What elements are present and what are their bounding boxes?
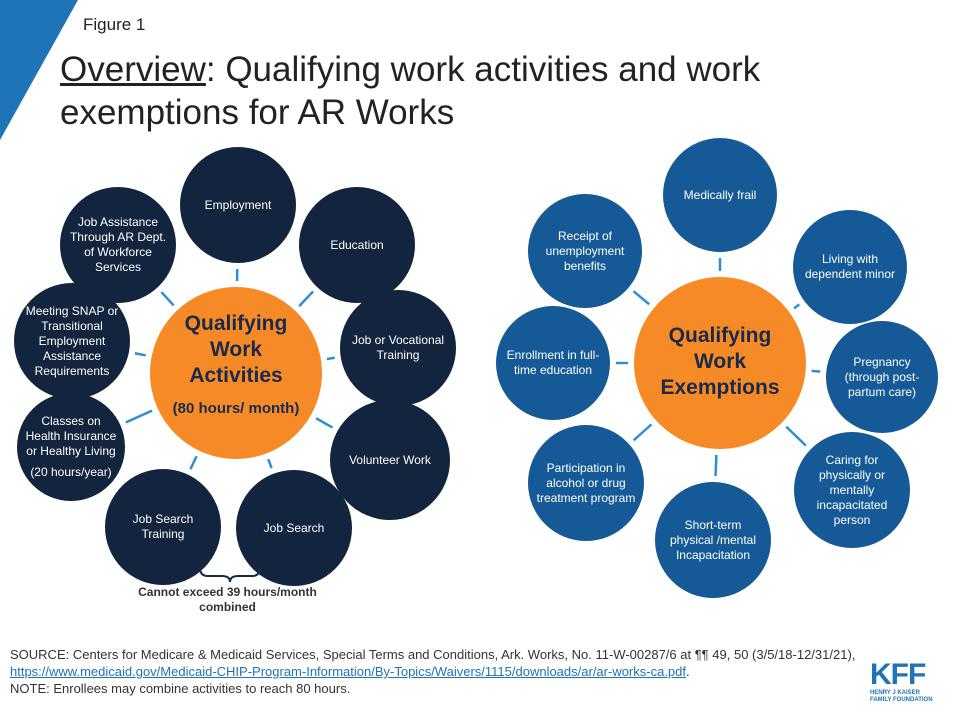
exemption-node-label: Living with dependent minor xyxy=(804,252,896,281)
activity-connector xyxy=(268,459,271,468)
activity-connector xyxy=(327,358,335,359)
activity-connector xyxy=(190,456,196,469)
exemption-node-label: Enrollment in full-time education xyxy=(506,348,600,377)
activities-hub-label: Qualifying Work Activities (80 hours/ month) xyxy=(172,312,300,417)
activity-node-label: Job Search Training xyxy=(132,512,194,541)
activity-connector xyxy=(316,418,332,427)
figure-label: Figure 1 xyxy=(83,15,146,34)
kff-logo xyxy=(870,660,950,704)
exemption-node-label: Participation in alcohol or drug treatment program xyxy=(536,460,636,505)
activity-node-label: Meeting SNAP or Transitional Employment Assistance Requirements xyxy=(25,303,119,378)
logo-mark: KFF xyxy=(870,658,926,691)
source-link[interactable]: https://www.medicaid.gov/Medicaid-CHIP-Program-Information/By-Topics/Waivers/1115/downloads/ar/ar-works-ca.pdf xyxy=(10,664,687,679)
note-text: NOTE: Enrollees may combine activities to reach 80 hours. xyxy=(10,681,351,696)
source-note xyxy=(10,646,860,697)
exemption-connector xyxy=(812,371,821,372)
exemption-node-label: Caring for physically or mentally incapacitated person xyxy=(816,452,888,527)
activity-node-label: Job or Vocational Training xyxy=(351,333,445,362)
title-underlined: Overview xyxy=(60,50,206,89)
exemption-connector xyxy=(794,304,799,308)
exemptions-hub-label: Qualifying Work Exemptions xyxy=(660,324,780,399)
source-after-link: . xyxy=(686,664,690,679)
activity-node-label: Job Assistance Through AR Dept. of Workforce Services xyxy=(69,215,167,274)
title-rest: : Qualifying work activities and work exemptions for AR Works xyxy=(60,50,761,132)
activity-node-label: Volunteer Work xyxy=(349,452,431,467)
exemption-node-label: Short-term physical /mental Incapacitation xyxy=(669,517,757,562)
exemption-node-label: Pregnancy (through post-partum care) xyxy=(844,354,920,399)
exemption-connector xyxy=(633,291,649,304)
activity-node-label: Education xyxy=(330,237,384,252)
exemption-connector xyxy=(716,455,717,476)
activity-node-note: (20 hours/year) xyxy=(30,465,112,479)
activity-connector xyxy=(135,353,146,355)
brace-note: Cannot exceed 39 hours/month combined xyxy=(138,585,317,614)
logo-line2: FAMILY FOUNDATION xyxy=(870,697,933,703)
activity-node-label: Job Search xyxy=(263,520,325,535)
activity-node-label: Classes on Health Insurance or Healthy Living (20 hours/year) xyxy=(23,393,119,501)
logo-line1: HENRY J KAISER xyxy=(870,690,921,696)
activity-connector xyxy=(126,411,152,423)
source-text: SOURCE: Centers for Medicare & Medicaid Services, Special Terms and Conditions, Ark. Works, No. 11-W-00287/6 at ¶¶ 49, 50 (3/5/18-12/31/21), xyxy=(10,647,856,662)
exemption-node-label: Receipt of unemployment benefits xyxy=(545,228,625,273)
exemption-node-label: Medically frail xyxy=(683,187,757,202)
exemption-connector xyxy=(786,427,806,446)
activity-node-label: Employment xyxy=(204,197,272,212)
